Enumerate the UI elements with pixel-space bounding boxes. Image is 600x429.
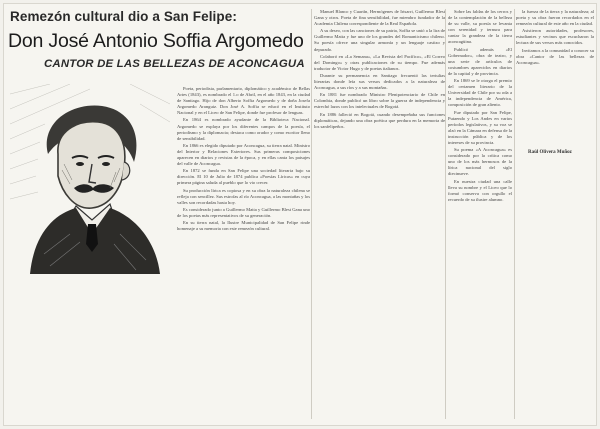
paragraph: En 1866 es elegido diputado por Aconcagua, su tierra natal. Ministro del Interior y Relaciones Exteriores. Sus primeras composiciones aparecen en diarios y revistas de la época, y en ellas canta los paisajes del valle de Aconcagua. <box>177 142 310 167</box>
article-column-4 <box>516 9 594 149</box>
paragraph: Asistieron autoridades, profesores, estudiantes y vecinos que escucharon la lectura de sus versos más conocidos. <box>516 28 594 46</box>
article-kicker: Remezón cultural dio a San Felipe: <box>10 9 237 24</box>
author-signature: Raúl Olivera Muñoz <box>528 150 572 155</box>
column-divider <box>311 9 312 419</box>
paragraph: A su deseo, con las canciones de su patria, Soffia se unió a la lira de Guillermo Matta y fue uno de los grandes del Romanticismo chileno. Su poesía ofrece una singular armonía y un lenguaje castizo y depurado. <box>314 28 445 52</box>
paragraph: Sobre las faldas de los cerros y de la contemplación de la belleza de su valle, su poesía se levanta con serenidad y ternura para cantar la grandeza de la tierra aconcagüina. <box>448 9 512 45</box>
column-divider <box>514 9 515 419</box>
article-subhead: CANTOR DE LAS BELLEZAS DE ACONCAGUA <box>44 58 305 70</box>
paragraph: la fuerza de la tierra y la naturaleza; al poeta y su obra fueron recordados en el remezón cultural de este año en la ciudad. <box>516 9 594 27</box>
article-column-3 <box>448 9 512 419</box>
portrait-illustration <box>10 84 170 274</box>
article-column-2 <box>314 9 445 419</box>
paragraph: En nuestra ciudad una calle lleva su nombre y el Liceo que lo formó conserva con orgullo el recuerdo de su ilustre alumno. <box>448 178 512 202</box>
paragraph: Invitamos a la comunidad a conocer su obra «Cantor de las bellezas de Aconcagua». <box>516 47 594 65</box>
paragraph: Colaboró en «La Semana», «La Revista del Pacífico», «El Correo del Domingo» y otras publicaciones de su tiempo. Fue además traductor de Victor Hugo y de poetas italianos. <box>314 53 445 71</box>
newspaper-page <box>3 3 597 426</box>
paragraph: En 1872 se funda en San Felipe una sociedad literaria bajo su dirección. El 10 de Julio de 1874 publica «Poesías Líricas» en cuya primera página saluda al pueblo que lo vio crecer. <box>177 168 310 186</box>
paragraph: En su tierra natal, la Ilustre Municipalidad de San Felipe rinde homenaje a su memoria con este remezón cultural. <box>177 219 310 232</box>
paragraph: Su producción lírica es copiosa y en su obra la naturaleza chilena se refleja con sencillez. Sus estrofas al río Aconcagua, a las montañas y los valles son recordadas hasta hoy. <box>177 187 310 205</box>
paragraph: Fue diputado por San Felipe, Putaendo y Los Andes en varios períodos legislativos, y su voz se alzó en la Cámara en defensa de la instrucción pública y de los intereses de su provincia. <box>448 109 512 145</box>
article-headline: Don José Antonio Soffia Argomedo <box>8 30 304 52</box>
paragraph: Publicó además «El Gobernador», obra de teatro, y una serie de artículos de costumbres aparecidos en diarios de la capital y de provincia. <box>448 46 512 76</box>
paragraph: Es considerado junto a Guillermo Matta y Guillermo Blest Gana uno de los poetas más representativos de su generación. <box>177 206 310 218</box>
paragraph: En 1869 se le otorga el premio del certamen literario de la Universidad de Chile por su oda a la independencia de América, composición de gran aliento. <box>448 78 512 108</box>
column-divider <box>445 9 446 419</box>
paragraph: Durante su permanencia en Santiago frecuentó las tertulias literarias donde leía sus versos dedicados a la naturaleza de Aconcagua, a sus ríos y a sus montañas. <box>314 72 445 91</box>
paragraph: Manuel Blanco y Cuartín, Hermógenes de Irisarri, Guillermo Blest Gana y otros. Poeta de fina sensibilidad, fue miembro fundador de la Academia Chilena correspondiente de la Real Española. <box>314 9 445 27</box>
paragraph: En 1864 es nombrado ayudante de la Biblioteca Nacional. Argomedo se explaya por los diferentes campos de la poesía, el periodismo y la diplomacia; destaca como orador y como escritor lleno de sensibilidad. <box>177 117 310 141</box>
paragraph: Poeta, periodista, parlamentario, diplomático y académico de Bellas Artes (1843), es nombrado el 1.o de Abril, en el año 1843, en la ciudad de Santiago. Hijo de don Alberto Soffia Argomedo y de doña Josefa Argomedo Aranguiz. Don José A. Soffia se educó en el Instituto Nacional y en el Liceo de San Felipe, donde fue profesor de lenguas. <box>177 86 310 116</box>
paragraph: En 1881 fue nombrado Ministro Plenipotenciario de Chile en Colombia, donde publicó un libro sobre la guerra de independencia y estrechó lazos con los intelectuales de Bogotá. <box>314 92 445 110</box>
paragraph: En 1886 falleció en Bogotá, cuando desempeñaba sus funciones diplomáticas, dejando una obra poética que perdura en la memoria de los sanfelipeños. <box>314 111 445 129</box>
article-column-1 <box>177 86 310 416</box>
paragraph: Su poema «A Aconcagua» es considerado por la crítica como uno de los más hermosos de la lírica nacional del siglo diecinueve. <box>448 147 512 177</box>
